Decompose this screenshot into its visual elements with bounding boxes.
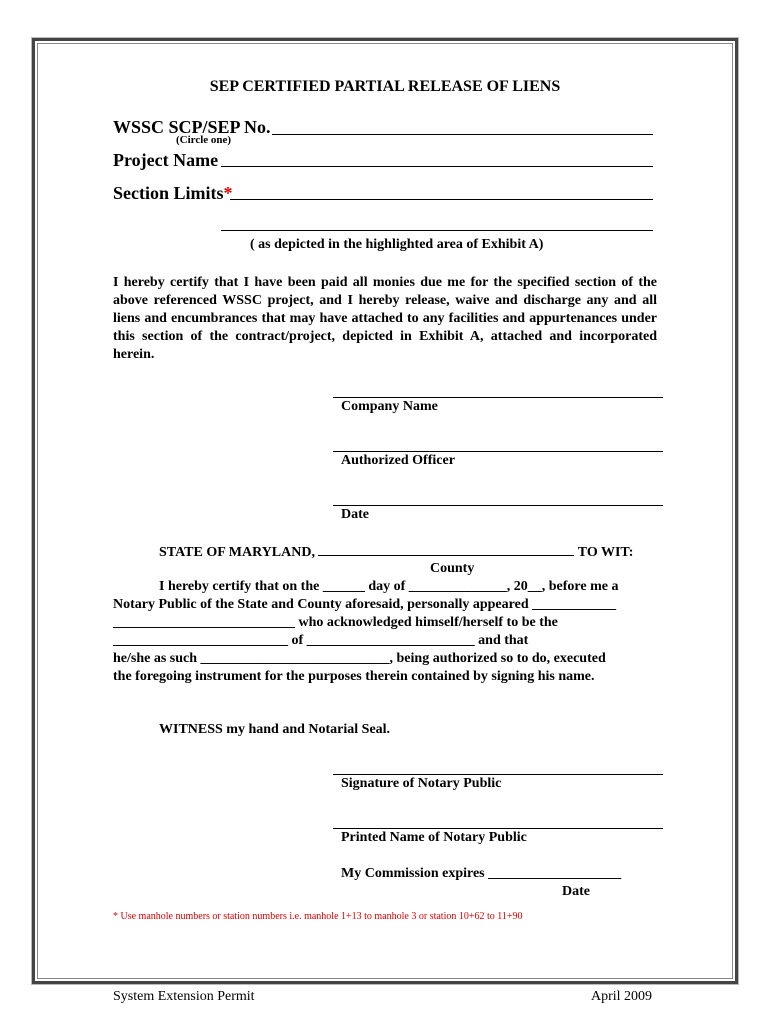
to-wit-text: TO WIT: (574, 545, 634, 560)
state-line (159, 543, 633, 561)
wssc-number-field[interactable] (272, 118, 653, 135)
notary-line-4: _________________________ of ________________________ and that (113, 633, 529, 648)
certification-paragraph: I hereby certify that I have been paid all monies due me for the specified section of the above referenced WSSC project, and I hereby release, waive and discharge any and all liens and encumbrances that may have attached to any facilities and appurtenances under this section of the contract/project, depicted in Exhibit A, attached and incorporated herein. (113, 275, 657, 362)
date-line[interactable] (333, 505, 663, 506)
document-title: SEP CERTIFIED PARTIAL RELEASE OF LIENS (209, 78, 561, 95)
county-field[interactable] (318, 543, 574, 556)
notary-line-5: he/she as such ___________________________, being authorized so to do, executed (113, 651, 606, 666)
footnote: * Use manhole numbers or station numbers i.e. manhole 1+13 to manhole 3 or station 10+62 to 11+90 (113, 911, 523, 922)
footer-right: April 2009 (591, 989, 653, 1004)
notary-signature-label: Signature of Notary Public (341, 776, 502, 791)
asterisk-marker: * (223, 183, 233, 203)
notary-line-3: __________________________ who acknowledged himself/herself to be the (113, 615, 558, 630)
commission-expires-line: My Commission expires ___________________ (341, 866, 622, 881)
notary-line-6: the foregoing instrument for the purposes therein contained by signing his name. (113, 669, 595, 684)
project-name-field[interactable] (221, 150, 653, 167)
witness-statement: WITNESS my hand and Notarial Seal. (159, 722, 391, 737)
circle-one-note: (Circle one) (176, 134, 232, 146)
authorized-officer-line[interactable] (333, 451, 663, 452)
wssc-number-label: WSSC SCP/SEP No. (113, 117, 271, 137)
company-name-label: Company Name (341, 399, 438, 414)
project-name-label: Project Name (113, 150, 219, 170)
section-limits-label (113, 183, 233, 204)
section-limits-text: Section Limits (113, 183, 224, 203)
section-limits-field-2[interactable] (221, 214, 653, 231)
notary-signature-line[interactable] (333, 774, 663, 775)
commission-date-label: Date (562, 884, 590, 899)
authorized-officer-label: Authorized Officer (341, 453, 455, 468)
date-label: Date (341, 507, 369, 522)
section-limits-field[interactable] (230, 183, 653, 200)
depicted-note: ( as depicted in the highlighted area of Exhibit A) (250, 237, 544, 252)
state-of-maryland-text: STATE OF MARYLAND, (159, 545, 319, 560)
notary-line-2: Notary Public of the State and County aforesaid, personally appeared ____________ (113, 597, 617, 612)
notary-printed-name-label: Printed Name of Notary Public (341, 830, 527, 845)
notary-line-1: I hereby certify that on the ______ day of ______________, 20__, before me a (159, 579, 619, 594)
footer-left: System Extension Permit (113, 989, 255, 1004)
company-name-line[interactable] (333, 397, 663, 398)
county-label: County (430, 561, 475, 576)
notary-printed-name-line[interactable] (333, 828, 663, 829)
